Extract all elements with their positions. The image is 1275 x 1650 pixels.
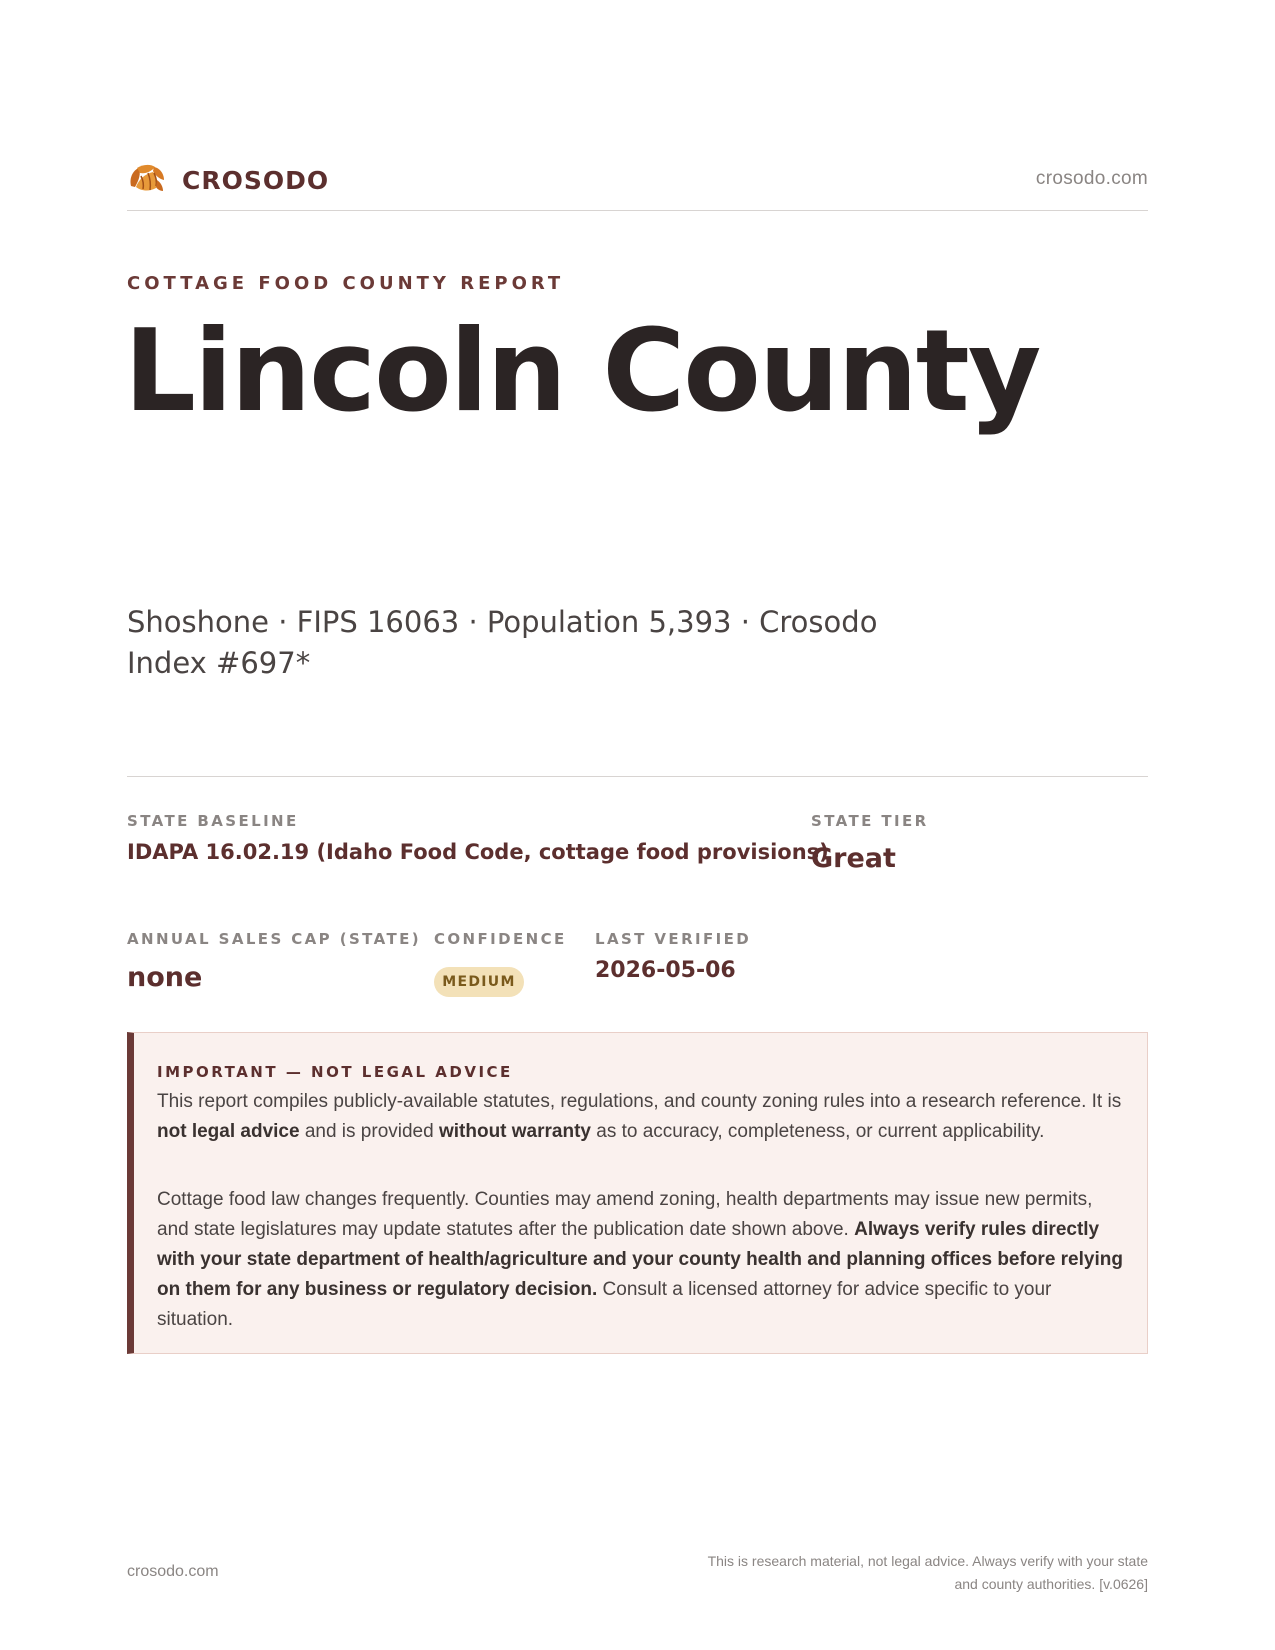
page-title: Lincoln County bbox=[124, 305, 1040, 437]
state-baseline-label: STATE BASELINE bbox=[127, 812, 299, 830]
notice-paragraph-1 bbox=[157, 1087, 1123, 1147]
legal-notice bbox=[127, 1032, 1148, 1354]
site-link[interactable]: crosodo.com bbox=[1035, 168, 1148, 189]
state-tier-value: Great bbox=[811, 843, 896, 874]
brand bbox=[127, 160, 329, 200]
notice-paragraph-2 bbox=[157, 1185, 1123, 1335]
brand-name: CROSODO bbox=[182, 165, 330, 195]
footer-disclaimer bbox=[628, 1550, 1148, 1596]
notice-emphasis: Always verify rules directly with your state department of health/agriculture and your county health and planning offices before relying on them for any business or regulatory decision. bbox=[157, 1219, 1123, 1300]
report-eyebrow: COTTAGE FOOD COUNTY REPORT bbox=[127, 273, 565, 294]
sales-cap-label: ANNUAL SALES CAP (STATE) bbox=[127, 930, 422, 948]
notice-emphasis: without warranty bbox=[438, 1121, 591, 1142]
state-baseline-value: IDAPA 16.02.19 (Idaho Food Code, cottage food provisions) bbox=[127, 840, 829, 864]
notice-emphasis: not legal advice bbox=[157, 1121, 300, 1142]
notice-text: Cottage food law changes frequently. Counties may amend zoning, health departments may issue new permits, and state legislatures may update statutes after the publication date shown above. bbox=[157, 1189, 1093, 1240]
county-subtitle: Shoshone · FIPS 16063 · Population 5,393 · Crosodo Index #697* bbox=[127, 605, 878, 680]
notice-text: Consult a licensed attorney for advice specific to your situation. bbox=[157, 1279, 1052, 1330]
last-verified-label: LAST VERIFIED bbox=[595, 930, 752, 948]
confidence-badge: MEDIUM bbox=[434, 967, 524, 997]
confidence-label: CONFIDENCE bbox=[434, 930, 567, 948]
footer-disclaimer-line-1: This is research material, not legal advice. Always verify with your state bbox=[707, 1553, 1148, 1569]
notice-heading: IMPORTANT — NOT LEGAL ADVICE bbox=[157, 1063, 513, 1081]
notice-text: as to accuracy, completeness, or current applicability. bbox=[590, 1121, 1045, 1142]
notice-text: This report compiles publicly-available statutes, regulations, and county zoning rules into a research reference. It is bbox=[157, 1091, 1122, 1112]
footer-disclaimer-line-2: and county authorities. [v.0626] bbox=[954, 1576, 1148, 1592]
page-header bbox=[127, 158, 1148, 211]
state-tier-label: STATE TIER bbox=[811, 812, 929, 830]
sales-cap-value: none bbox=[127, 962, 203, 993]
notice-text: and is provided bbox=[299, 1121, 439, 1142]
last-verified-value: 2026-05-06 bbox=[595, 958, 736, 983]
footer-site-link[interactable]: crosodo.com bbox=[127, 1563, 219, 1580]
divider bbox=[127, 776, 1148, 777]
croissant-icon bbox=[127, 160, 167, 200]
